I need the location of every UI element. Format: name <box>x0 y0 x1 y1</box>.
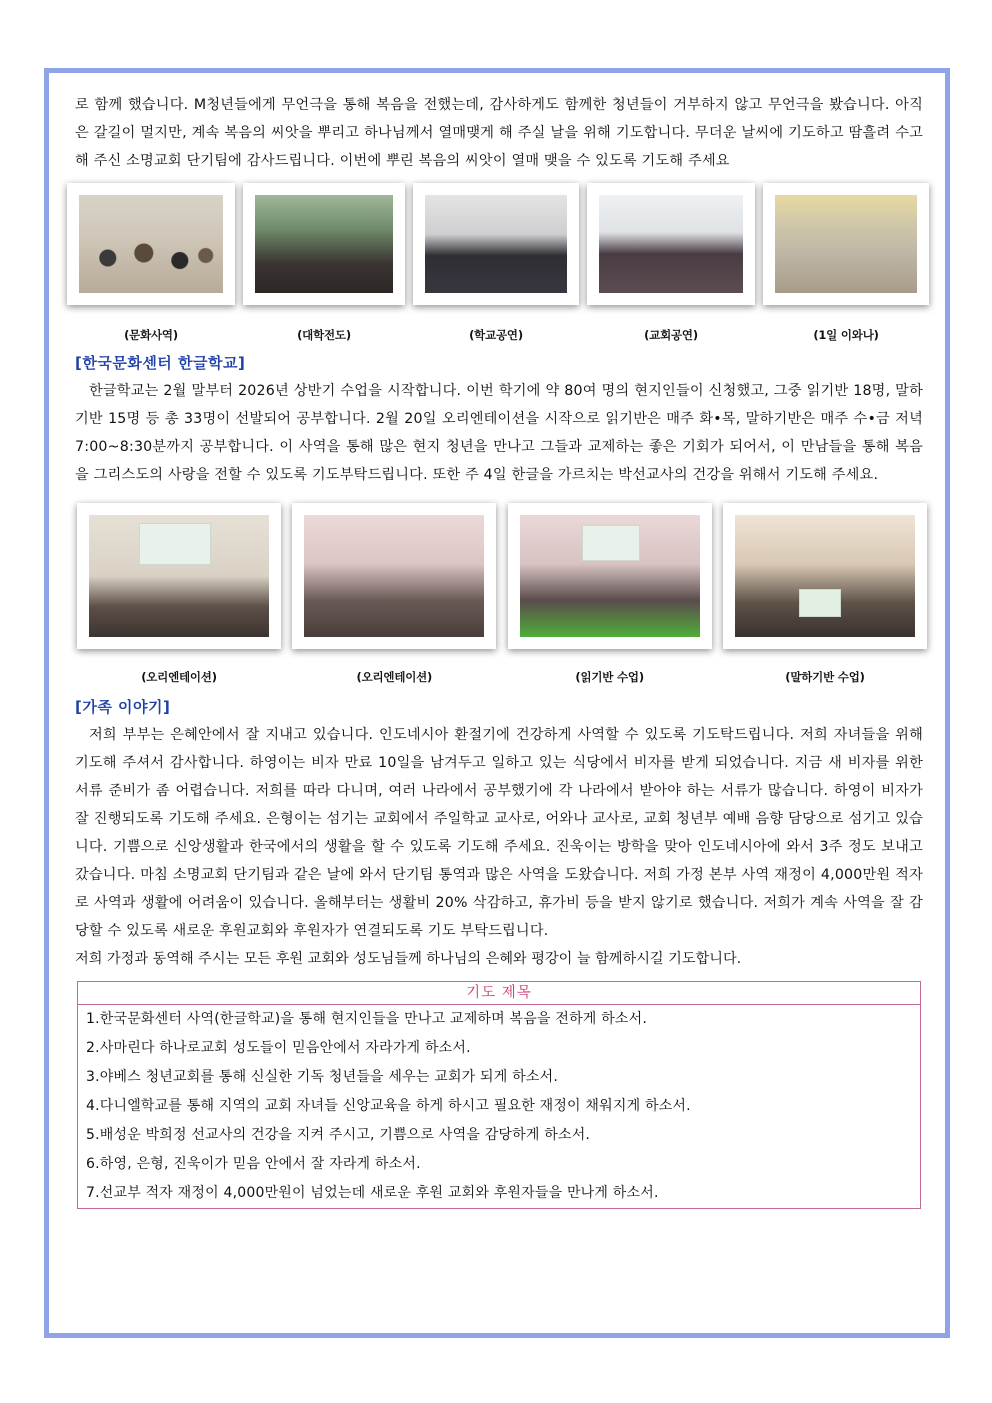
hangul-school-heading: [한국문화센터 한글학교] <box>75 354 246 372</box>
photo-school-performance-image <box>425 195 567 293</box>
intro-paragraph: 로 함께 했습니다. M청년들에게 무언극을 통해 복음을 전했는데, 감사하게도 함께한 청년들이 거부하지 않고 무언극을 봤습니다. 아직은 갈길이 멀지만, 계속 복음의 씨앗을 뿌리고 하나님께서 열매맺게 해 주실 날을 위해 기도합니다. 무더운 날씨에 기도하고 땀흘려 수고해 주신 소명교회 단기팀에 감사드립니다. 이번에 뿌린 복음의 씨앗이 열매 맺을 수 있도록 기도해 주세요 <box>75 97 923 169</box>
prayer-item: 2.사마린다 하나로교회 성도들이 믿음안에서 자라가게 하소서. <box>86 1040 471 1056</box>
family-paragraph: 저희 부부는 은혜안에서 잘 지내고 있습니다. 인도네시아 환절기에 건강하게 사역할 수 있도록 기도탁드립니다. 저희 자녀들을 위해 기도해 주셔서 감사합니다. 하영이는 비자 만료 10일을 남겨두고 일하고 있는 식당에서 비자를 받게 되었습니다. 지금 새 비자를 위한 서류 준비가 좀 어렵습니다. 저희를 따라 다니며, 여러 나라에서 공부했기에 각 나라에서 받아야 하는 서류가 많습니다. 하영이 비자가 잘 진행되도록 기도해 주세요. 은형이는 섬기는 교회에서 주일학교 교사로, 어와나 교사로, 교회 청년부 예배 음향 담당으로 섬기고 있습니다. 기쁨으로 신앙생활과 한국에서의 생활을 할 수 있도록 기도해 주세요. 진욱이는 방학을 맞아 인도네시아에 와서 3주 정도 보내고 갔습니다. 마침 소명교회 단기팀과 같은 날에 와서 단기팀 통역과 많은 사역을 도왔습니다. 저희 가정 본부 사역 재정이 4,000만원 적자로 사역과 생활에 어려움이 있습니다. 올해부터는 생활비 20% 삭감하고, 휴가비 등을 받지 않기로 했습니다. 저희가 계속 사역을 잘 감당할 수 있도록 새로운 후원교회와 후원자가 연결되도록 기도 부탁드립니다. <box>75 727 923 939</box>
photo-gallery-outreach <box>67 183 929 311</box>
photo-speaking-class <box>723 503 927 649</box>
prayer-title: 기도 제목 <box>78 982 920 1005</box>
prayer-item: 6.하영, 은형, 진욱이가 믿음 안에서 잘 자라게 하소서. <box>86 1156 421 1172</box>
photo-orientation-1-image <box>89 515 269 637</box>
photo-awana-day-image <box>775 195 917 293</box>
photo-school-performance <box>413 183 579 305</box>
caption-school-performance: (학교공연) <box>469 328 523 342</box>
photo-orientation-2 <box>292 503 496 649</box>
photo-reading-class <box>508 503 712 649</box>
photo-culture-ministry <box>67 183 235 305</box>
hangul-school-paragraph: 한글학교는 2월 말부터 2026년 상반기 수업을 시작합니다. 이번 학기에 약 80여 명의 현지인들이 신청했고, 그중 읽기반 18명, 말하기반 15명 등 총 33명이 선발되어 공부합니다. 2월 20일 오리엔테이션을 시작으로 읽기반은 매주 화•목, 말하기반은 매주 수•금 저녁 7:00~8:30분까지 공부합니다. 이 사역을 통해 많은 현지 청년을 만나고 그들과 교제하는 좋은 기회가 되어서, 이 만남들을 통해 복음을 그리스도의 사랑을 전할 수 있도록 기도부탁드립니다. 또한 주 4일 한글을 가르치는 박선교사의 건강을 위해서 기도해 주세요. <box>75 383 923 483</box>
caption-reading-class: (읽기반 수업) <box>575 670 644 684</box>
photo-culture-ministry-image <box>79 195 223 293</box>
caption-university-evangelism: (대학전도) <box>297 328 351 342</box>
photo-church-performance-image <box>599 195 743 293</box>
caption-orientation-2: (오리엔테이션) <box>356 670 433 684</box>
photo-church-performance <box>587 183 755 305</box>
page-content <box>75 91 923 1209</box>
photo-orientation-2-image <box>304 515 484 637</box>
prayer-item: 7.선교부 적자 재정이 4,000만원이 넘었는데 새로운 후원 교회와 후원자들을 만나게 하소서. <box>86 1185 659 1201</box>
caption-church-performance: (교회공연) <box>644 328 698 342</box>
prayer-item: 3.야베스 청년교회를 통해 신실한 기독 청년들을 세우는 교회가 되게 하소서. <box>86 1069 558 1085</box>
photo-reading-class-image <box>520 515 700 637</box>
prayer-requests-box <box>77 981 921 1209</box>
family-closing: 저희 가정과 동역해 주시는 모든 후원 교회와 성도님들께 하나님의 은혜와 평강이 늘 함께하시길 기도합니다. <box>75 951 742 967</box>
page-frame <box>44 68 950 1338</box>
photo-gallery-hangul-school <box>77 503 927 649</box>
caption-speaking-class: (말하기반 수업) <box>785 670 865 684</box>
photo-orientation-1 <box>77 503 281 649</box>
prayer-item: 5.배성운 박희정 선교사의 건강을 지켜 주시고, 기쁨으로 사역을 감당하게 하소서. <box>86 1127 591 1143</box>
prayer-item: 4.다니엘학교를 통해 지역의 교회 자녀들 신앙교육을 하게 하시고 필요한 재정이 채워지게 하소서. <box>86 1098 691 1114</box>
gallery1-captions <box>67 327 929 349</box>
caption-culture-ministry: (문화사역) <box>124 328 178 342</box>
caption-orientation-1: (오리엔테이션) <box>141 670 217 684</box>
photo-university-evangelism-image <box>255 195 393 293</box>
caption-awana-day: (1일 이와나) <box>813 328 879 342</box>
photo-speaking-class-image <box>735 515 915 637</box>
prayer-item: 1.한국문화센터 사역(한글학교)을 통해 현지인들을 만나고 교제하며 복음을 전하게 하소서. <box>86 1011 647 1027</box>
gallery2-captions <box>77 669 927 693</box>
photo-awana-day <box>763 183 929 305</box>
family-heading: [가족 이야기] <box>75 698 171 716</box>
photo-university-evangelism <box>243 183 405 305</box>
